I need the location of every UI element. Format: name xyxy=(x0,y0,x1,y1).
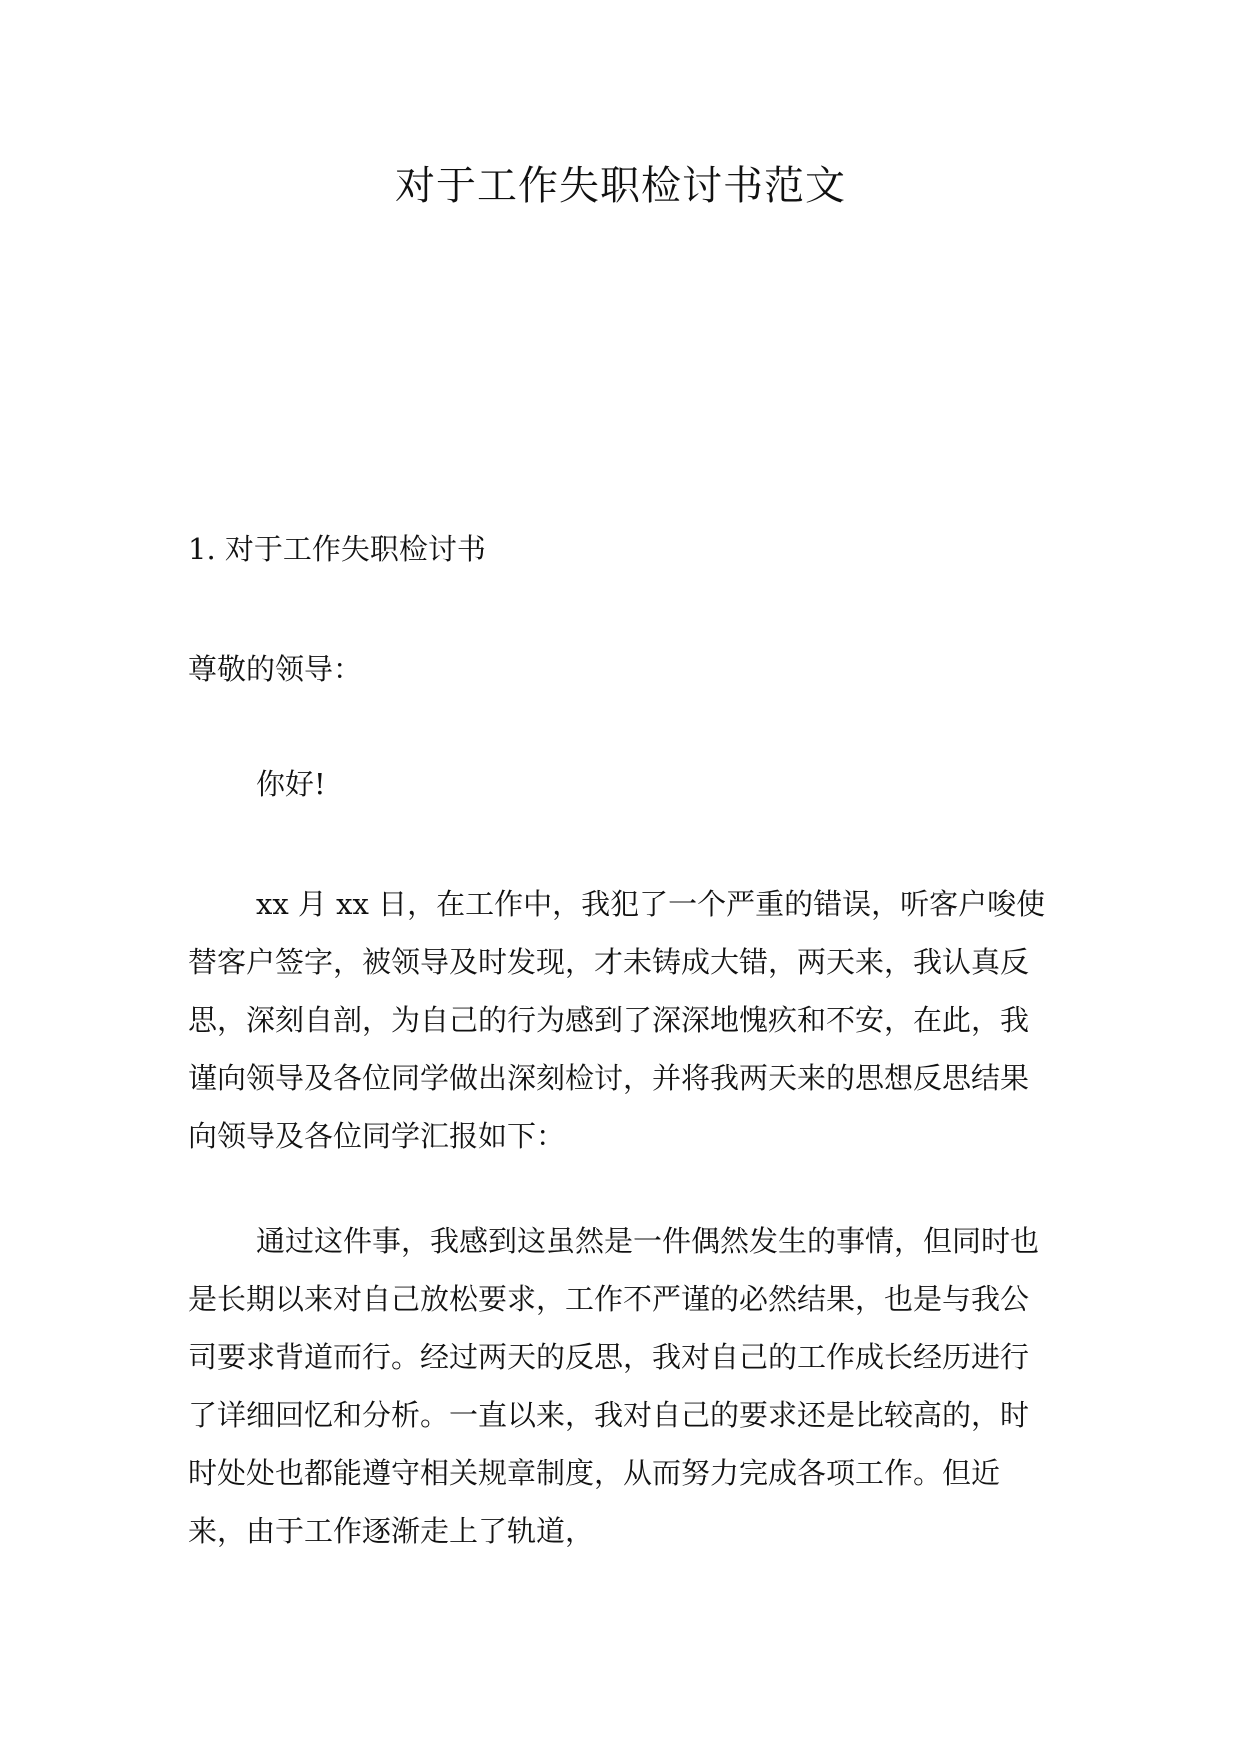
paragraph-text: xx 月 xx 日，在工作中，我犯了一个严重的错误，听客户唆使替客户签字，被领导及时发现，才未铸成大错，两天来，我认真反思，深刻自剖，为自己的行为感到了深深地愧疚和不安，在此，我谨向领导及各位同学做出深刻检讨，并将我两天来的思想反思结果向领导及各位同学汇报如下： xyxy=(188,887,1046,1153)
section-heading: 1. 对于工作失职检讨书 xyxy=(188,532,486,566)
salutation: 尊敬的领导： xyxy=(188,652,363,686)
paragraph-text: 通过这件事，我感到这虽然是一件偶然发生的事情，但同时也是长期以来对自己放松要求，工作不严谨的必然结果，也是与我公司要求背道而行。经过两天的反思，我对自己的工作成长经历进行了详细回忆和分析。一直以来，我对自己的要求还是比较高的，时时处处也都能遵守相关规章制度，从而努力完成各项工作。但近来，由于工作逐渐走上了轨道， xyxy=(188,1224,1040,1548)
greeting: 你好! xyxy=(256,767,326,801)
body-paragraph xyxy=(188,875,1054,1165)
document-title: 对于工作失职检讨书范文 xyxy=(395,163,846,209)
body-paragraph xyxy=(188,1212,1054,1560)
